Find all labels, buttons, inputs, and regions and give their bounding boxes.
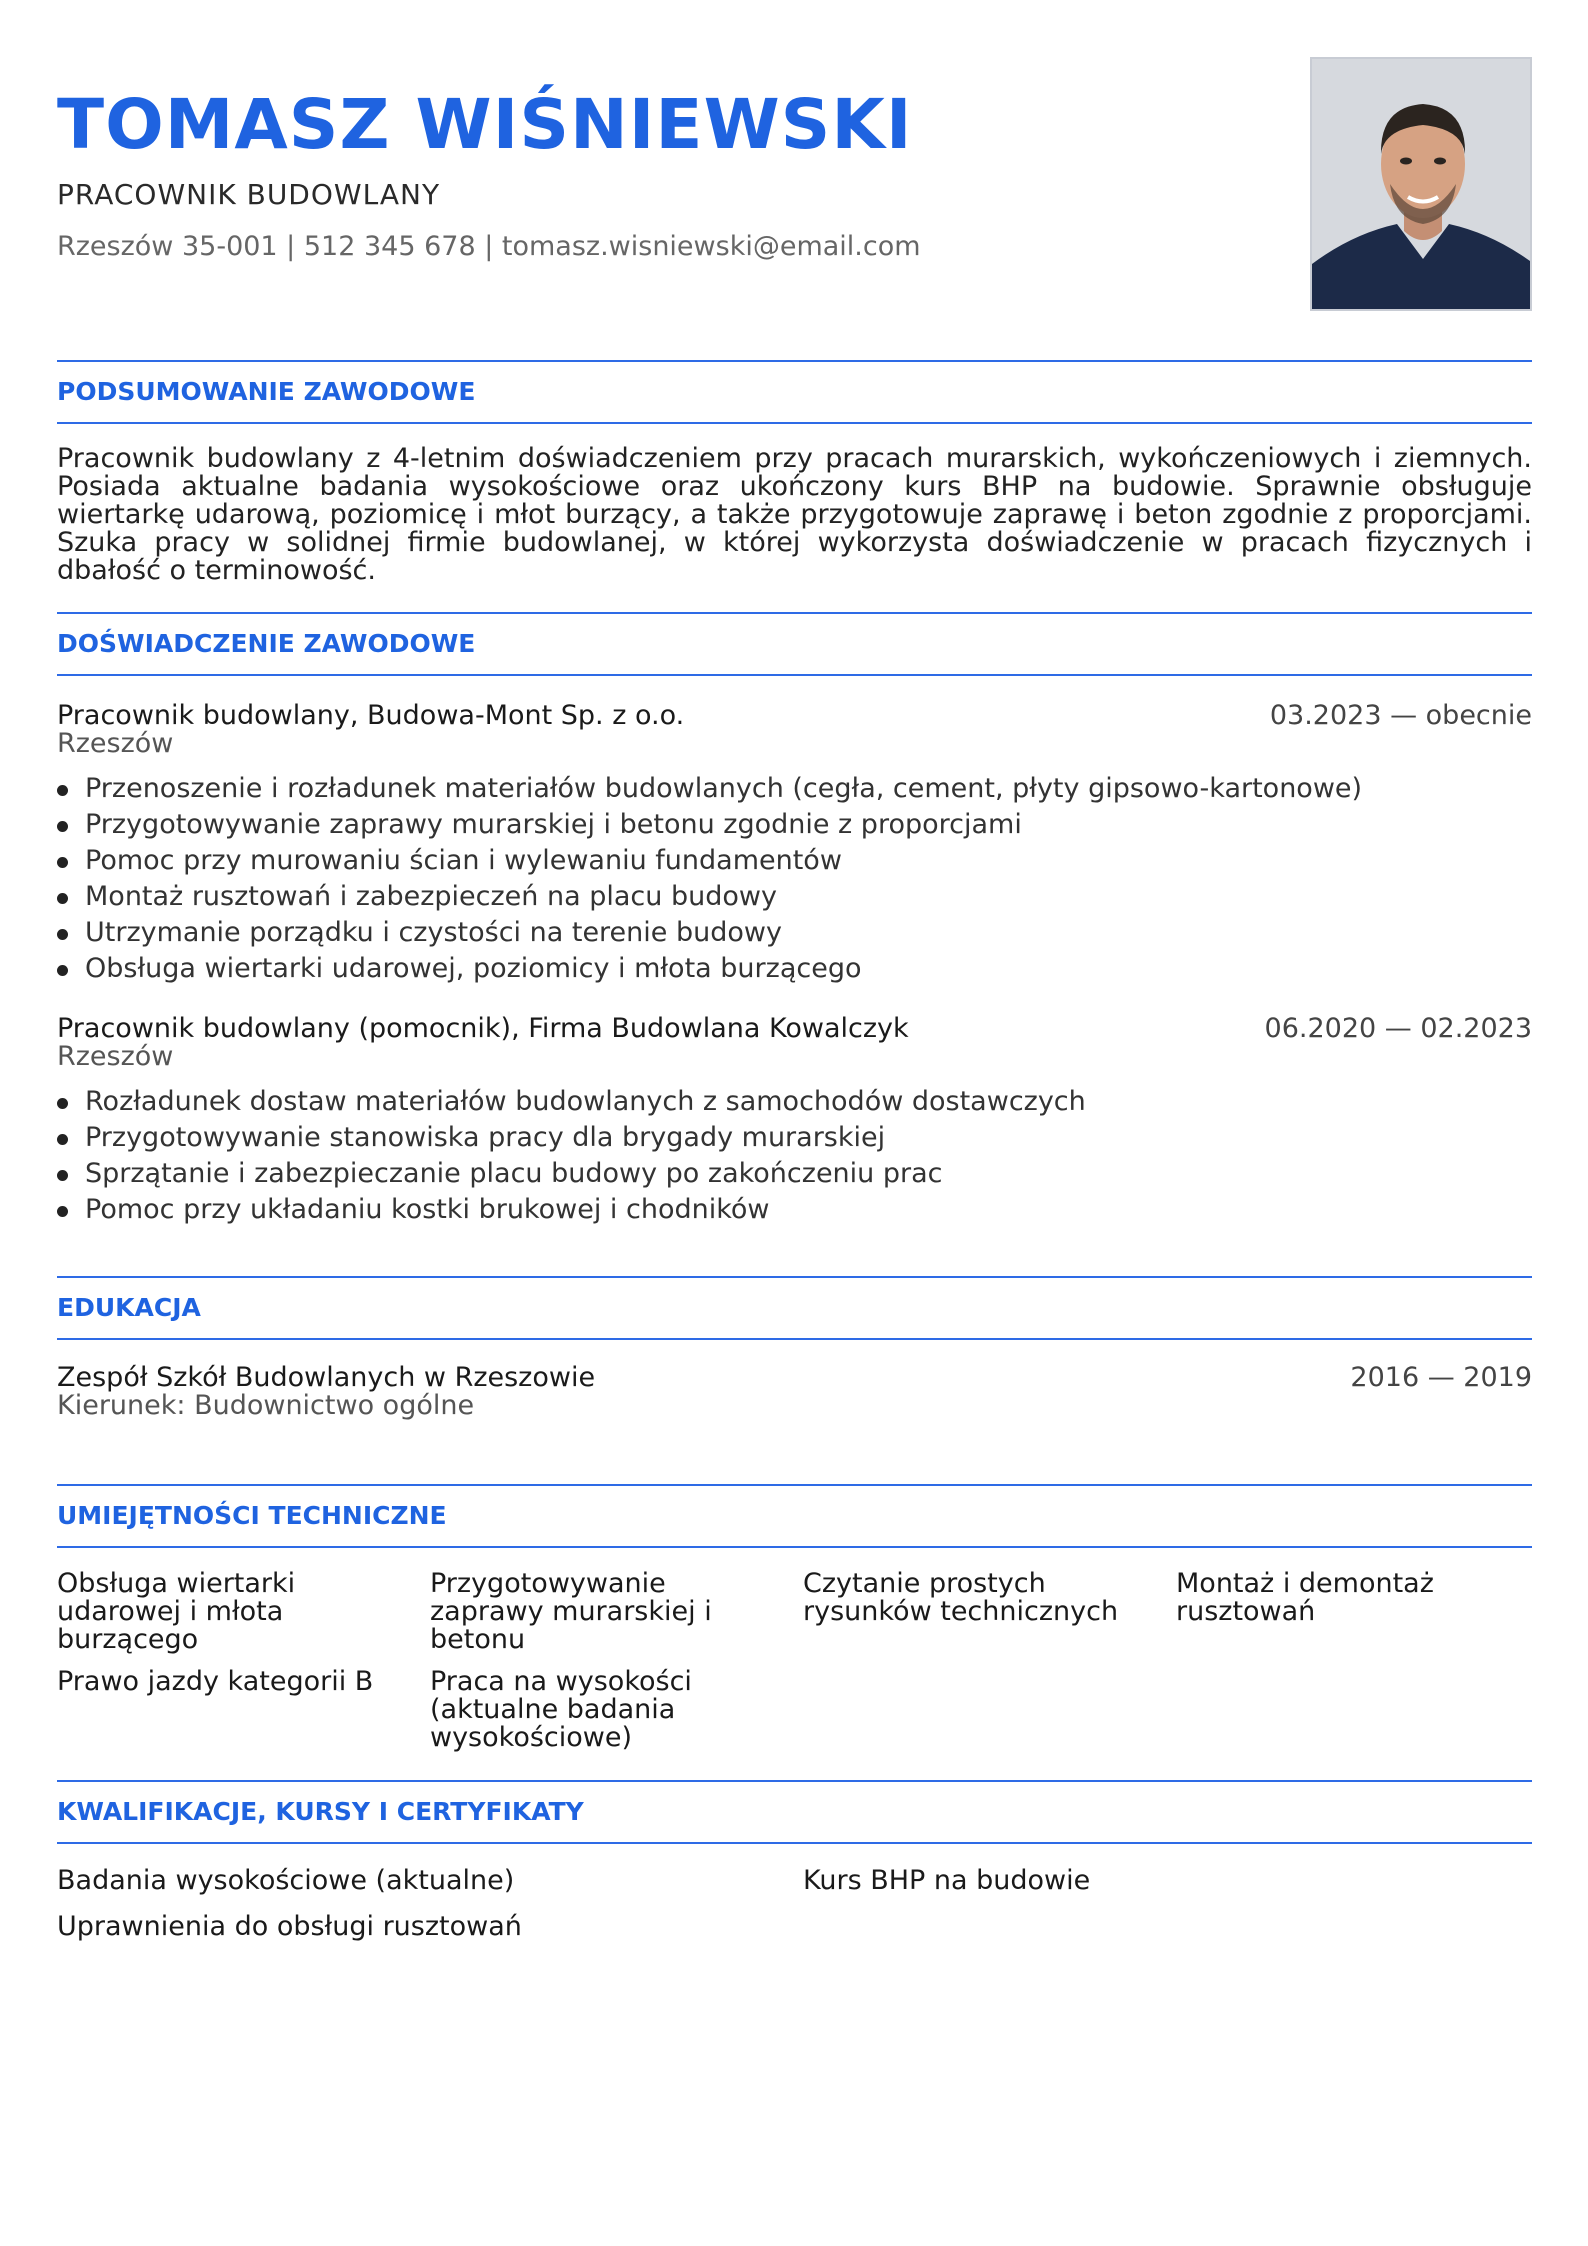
job-title: Pracownik budowlany (pomocnik), Firma Budowlana Kowalczyk	[57, 1013, 909, 1044]
job-dates: 06.2020 — 02.2023	[1264, 1013, 1532, 1044]
job-entry	[57, 1013, 1532, 1228]
contact-info: Rzeszów 35-001 | 512 345 678 | tomasz.wisniewski@email.com	[57, 231, 921, 262]
candidate-title: PRACOWNIK BUDOWLANY	[57, 178, 441, 211]
qualifications-list	[57, 1866, 1532, 1942]
skill-item: Czytanie prostych rysunków technicznych	[803, 1568, 1119, 1627]
bullet-item: Sprzątanie i zabezpieczanie placu budowy po zakończeniu prac	[57, 1156, 1532, 1192]
job-bullets	[57, 1084, 1532, 1228]
summary-text: Pracownik budowlany z 4-letnim doświadczeniem przy pracach murarskich, wykończeniowych i ziemnych. Posiada aktualne badania wysokościowe oraz ukończony kurs BHP na budowie. Sprawnie obsługuje wiertarkę udarową, poziomicę i młot burzący, a także przygotowuje zaprawę i beton zgodnie z proporcjami. Szuka pracy w solidnej firmie budowlanej, w której wykorzysta doświadczenie w pracach fizycznych i dbałość o terminowość.	[57, 443, 1532, 586]
job-location: Rzeszów	[57, 728, 174, 759]
candidate-name: TOMASZ WIŚNIEWSKI	[57, 85, 913, 165]
job-location: Rzeszów	[57, 1041, 174, 1072]
qualifications-section-header	[57, 1780, 1532, 1844]
summary-section-header	[57, 360, 1532, 424]
bullet-item: Przygotowywanie stanowiska pracy dla brygady murarskiej	[57, 1120, 1532, 1156]
education-dates: 2016 — 2019	[1350, 1362, 1532, 1393]
bullet-item: Obsługa wiertarki udarowej, poziomicy i młota burzącego	[57, 951, 1532, 987]
skill-item: Montaż i demontaż rusztowań	[1176, 1568, 1434, 1627]
profile-photo	[1310, 57, 1532, 311]
skill-item: Obsługa wiertarki udarowej i młota burzącego	[57, 1568, 296, 1655]
job-title: Pracownik budowlany, Budowa-Mont Sp. z o.o.	[57, 700, 685, 731]
bullet-item: Montaż rusztowań i zabezpieczeń na placu budowy	[57, 879, 1532, 915]
job-dates: 03.2023 — obecnie	[1269, 700, 1532, 731]
experience-section-header	[57, 612, 1532, 676]
bullet-item: Utrzymanie porządku i czystości na terenie budowy	[57, 915, 1532, 951]
skill-item: Przygotowywanie zaprawy murarskiej i betonu	[430, 1568, 712, 1655]
resume-header	[57, 78, 1257, 262]
bullet-item: Rozładunek dostaw materiałów budowlanych z samochodów dostawczych	[57, 1084, 1532, 1120]
qualification-item: Uprawnienia do obsługi rusztowań	[57, 1911, 522, 1942]
skills-heading: UMIEJĘTNOŚCI TECHNICZNE	[57, 1501, 447, 1530]
summary-heading: PODSUMOWANIE ZAWODOWE	[57, 377, 476, 406]
skill-item: Prawo jazdy kategorii B	[57, 1666, 374, 1697]
education-heading: EDUKACJA	[57, 1293, 201, 1322]
education-entry	[57, 1362, 1532, 1421]
skills-section-header	[57, 1484, 1532, 1548]
education-section-header	[57, 1276, 1532, 1340]
skills-list	[57, 1570, 1532, 1752]
experience-heading: DOŚWIADCZENIE ZAWODOWE	[57, 629, 476, 658]
school-name: Zespół Szkół Budowlanych w Rzeszowie	[57, 1362, 596, 1393]
qualification-item: Kurs BHP na budowie	[803, 1865, 1091, 1896]
skill-item: Praca na wysokości (aktualne badania wysokościowe)	[430, 1666, 692, 1753]
qualification-item: Badania wysokościowe (aktualne)	[57, 1865, 515, 1896]
bullet-item: Pomoc przy murowaniu ścian i wylewaniu fundamentów	[57, 843, 1532, 879]
qualifications-heading: KWALIFIKACJE, KURSY I CERTYFIKATY	[57, 1797, 584, 1826]
job-bullets	[57, 771, 1532, 987]
bullet-item: Pomoc przy układaniu kostki brukowej i chodników	[57, 1192, 1532, 1228]
portrait-image	[1312, 59, 1532, 311]
bullet-item: Przenoszenie i rozładunek materiałów budowlanych (cegła, cement, płyty gipsowo-kartonowe)	[57, 771, 1532, 807]
bullet-item: Przygotowywanie zaprawy murarskiej i betonu zgodnie z proporcjami	[57, 807, 1532, 843]
field-of-study: Kierunek: Budownictwo ogólne	[57, 1390, 475, 1421]
job-entry	[57, 700, 1532, 987]
